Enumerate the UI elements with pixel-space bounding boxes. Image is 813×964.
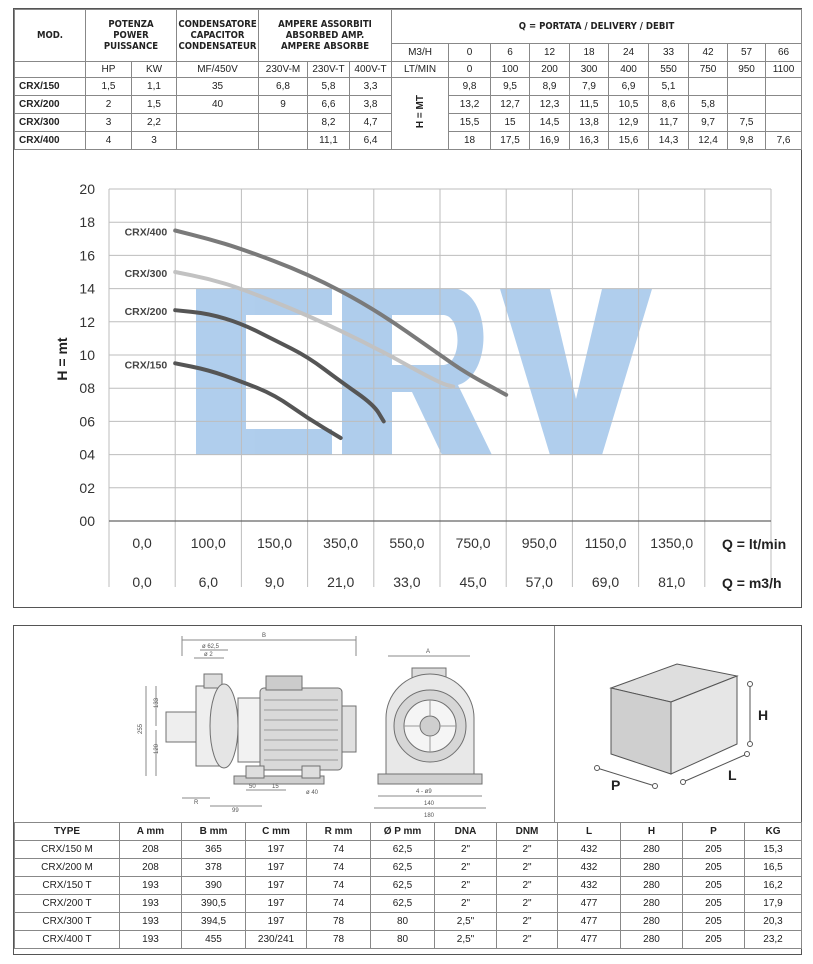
dims-cell: 15,3: [745, 841, 802, 859]
dims-cell: 477: [558, 913, 621, 931]
dim-p62-label: ø 62,5: [202, 644, 220, 650]
flow-ltmin-cell: 550: [649, 62, 689, 78]
dims-header-cell: R mm: [307, 823, 371, 841]
head-value-cell: [766, 114, 802, 132]
a230t-cell: 8,2: [308, 114, 350, 132]
x-ltmin-tick-label: 100,0: [190, 535, 226, 551]
mf-cell: 35: [177, 78, 259, 96]
x-m3h-tick-label: 69,0: [591, 574, 620, 590]
pump-technical-drawing: [14, 626, 554, 822]
head-value-cell: 7,9: [570, 78, 609, 96]
dim-c2-label: ø 2: [204, 652, 213, 658]
a230t-cell: 6,6: [308, 96, 350, 114]
head-value-cell: 10,5: [609, 96, 649, 114]
dims-cell: 80: [371, 931, 435, 949]
flow-m3h-cell: 57: [728, 44, 766, 62]
dims-cell: 2": [435, 877, 497, 895]
dims-cell: 205: [683, 931, 745, 949]
a400t-unit: 400V-T: [350, 62, 392, 78]
dims-cell: 477: [558, 895, 621, 913]
dims-row: [15, 841, 802, 859]
a400t-cell: 6,4: [350, 132, 392, 150]
kw-unit: KW: [132, 62, 177, 78]
head-value-cell: 17,5: [491, 132, 530, 150]
x-m3h-tick-label: 57,0: [525, 574, 553, 590]
dims-cell: 78: [307, 931, 371, 949]
ampere-header: AMPERE ASSORBITI ABSORBED AMP. AMPERE ABSORBE: [259, 10, 392, 62]
dims-cell: 62,5: [371, 859, 435, 877]
dims-cell: 390: [182, 877, 246, 895]
head-value-cell: 5,8: [689, 96, 728, 114]
x-ltmin-tick-label: 750,0: [455, 535, 491, 551]
performance-chart: [14, 167, 801, 607]
head-value-cell: 15,6: [609, 132, 649, 150]
model-cell: CRX/400: [15, 132, 86, 150]
head-value-cell: 14,5: [530, 114, 570, 132]
kw-cell: 1,5: [132, 96, 177, 114]
dims-cell: 197: [246, 859, 307, 877]
y-tick-label: 12: [79, 313, 95, 330]
head-value-cell: 9,8: [449, 78, 491, 96]
dims-header-cell: Ø P mm: [371, 823, 435, 841]
dim-r-label: R: [194, 800, 199, 806]
flow-ltmin-cell: 400: [609, 62, 649, 78]
dims-cell: 280: [621, 841, 683, 859]
dims-cell: 2,5": [435, 913, 497, 931]
head-value-cell: 18: [449, 132, 491, 150]
y-tick-label: 14: [79, 280, 95, 297]
dims-cell: 280: [621, 877, 683, 895]
dims-header-cell: H: [621, 823, 683, 841]
head-value-cell: 11,7: [649, 114, 689, 132]
kw-cell: 2,2: [132, 114, 177, 132]
flow-ltmin-cell: 300: [570, 62, 609, 78]
dims-cell: CRX/200 M: [15, 859, 120, 877]
dims-cell: CRX/150 M: [15, 841, 120, 859]
hp-unit: HP: [86, 62, 132, 78]
box-l-label: L: [728, 767, 737, 783]
performance-row: [15, 78, 802, 96]
flow-m3h-cell: 6: [491, 44, 530, 62]
flow-ltmin-cell: 100: [491, 62, 530, 78]
ltmin-unit: LT/MIN: [392, 62, 449, 78]
a230m-cell: 9: [259, 96, 308, 114]
head-value-cell: 15: [491, 114, 530, 132]
model-cell: CRX/300: [15, 114, 86, 132]
dims-cell: 62,5: [371, 877, 435, 895]
y-tick-label: 00: [79, 513, 95, 529]
x-ltmin-tick-label: 950,0: [521, 535, 557, 551]
package-box-diagram: [555, 626, 803, 822]
dims-cell: 455: [182, 931, 246, 949]
performance-table: [14, 9, 802, 150]
flow-m3h-cell: 0: [449, 44, 491, 62]
model-cell: CRX/150: [15, 78, 86, 96]
head-value-cell: 11,5: [570, 96, 609, 114]
mf-unit: MF/450V: [177, 62, 259, 78]
dim-a-label: A: [426, 649, 431, 655]
head-value-cell: 12,4: [689, 132, 728, 150]
head-value-cell: [728, 96, 766, 114]
dims-header-cell: P: [683, 823, 745, 841]
dims-header-cell: DNM: [497, 823, 558, 841]
dims-header-cell: B mm: [182, 823, 246, 841]
dims-header-cell: L: [558, 823, 621, 841]
curve-label: CRX/300: [124, 268, 168, 280]
dims-header-cell: TYPE: [15, 823, 120, 841]
flow-m3h-cell: 12: [530, 44, 570, 62]
dims-cell: 2": [435, 895, 497, 913]
hp-cell: 2: [86, 96, 132, 114]
m3h-unit: M3/H: [392, 44, 449, 62]
y-tick-label: 04: [79, 446, 95, 463]
a400t-cell: 3,8: [350, 96, 392, 114]
flow-m3h-cell: 24: [609, 44, 649, 62]
dims-cell: 2": [435, 859, 497, 877]
dims-cell: 230/241: [246, 931, 307, 949]
head-value-cell: 16,3: [570, 132, 609, 150]
dims-row: [15, 859, 802, 877]
dims-cell: 280: [621, 913, 683, 931]
head-value-cell: 9,8: [728, 132, 766, 150]
dims-cell: 74: [307, 859, 371, 877]
dims-cell: 205: [683, 895, 745, 913]
dims-cell: 205: [683, 859, 745, 877]
dims-cell: 208: [120, 859, 182, 877]
flow-ltmin-cell: 950: [728, 62, 766, 78]
head-value-cell: 15,5: [449, 114, 491, 132]
head-label-cell: [392, 78, 449, 150]
head-value-cell: [728, 78, 766, 96]
dims-cell: 2": [497, 895, 558, 913]
flow-ltmin-cell: 200: [530, 62, 570, 78]
dims-cell: 20,3: [745, 913, 802, 931]
mod-unit-blank: [15, 62, 86, 78]
flow-m3h-cell: 66: [766, 44, 802, 62]
dims-cell: 17,9: [745, 895, 802, 913]
head-value-cell: 12,3: [530, 96, 570, 114]
dim-180-label: 180: [424, 813, 435, 819]
pump-front-view: [374, 656, 486, 808]
dims-cell: CRX/150 T: [15, 877, 120, 895]
curve-label: CRX/150: [124, 359, 168, 372]
y-tick-label: 02: [79, 479, 95, 496]
head-label: H = MT: [414, 95, 426, 129]
head-value-cell: 9,7: [689, 114, 728, 132]
dims-row: [15, 895, 802, 913]
x-m3h-tick-label: 6,0: [198, 574, 219, 590]
dims-header-cell: DNA: [435, 823, 497, 841]
kw-cell: 1,1: [132, 78, 177, 96]
dims-cell: 208: [120, 841, 182, 859]
dims-cell: 197: [246, 877, 307, 895]
package-box-panel: [554, 626, 803, 822]
dims-cell: 2,5": [435, 931, 497, 949]
dims-cell: 390,5: [182, 895, 246, 913]
box-h-label: H: [758, 707, 769, 723]
dims-cell: 74: [307, 895, 371, 913]
dim-133-label: 133: [154, 697, 160, 708]
power-header: POTENZA POWER PUISSANCE: [86, 10, 177, 62]
head-value-cell: 13,2: [449, 96, 491, 114]
dims-cell: CRX/300 T: [15, 913, 120, 931]
dims-cell: 197: [246, 841, 307, 859]
dims-row: [15, 931, 802, 949]
dims-cell: 62,5: [371, 895, 435, 913]
dims-cell: 74: [307, 877, 371, 895]
dims-row: [15, 913, 802, 931]
dims-cell: 2": [497, 877, 558, 895]
dims-cell: 16,2: [745, 877, 802, 895]
dim-holes-label: 4 - ø9: [416, 789, 432, 795]
flow-m3h-cell: 33: [649, 44, 689, 62]
dims-cell: 193: [120, 895, 182, 913]
y-tick-label: 06: [79, 413, 95, 430]
dims-cell: 432: [558, 877, 621, 895]
dims-cell: 23,2: [745, 931, 802, 949]
dimensions-header-row: [15, 823, 802, 841]
dims-cell: 365: [182, 841, 246, 859]
x-m3h-tick-label: 45,0: [459, 574, 487, 590]
dims-header-cell: KG: [745, 823, 802, 841]
dim-b-label: B: [262, 633, 267, 639]
mf-cell: [177, 132, 259, 150]
dims-cell: 378: [182, 859, 246, 877]
mod-header: MOD.: [15, 10, 86, 62]
dims-cell: CRX/400 T: [15, 931, 120, 949]
dims-cell: 193: [120, 913, 182, 931]
y-tick-label: 10: [79, 347, 95, 363]
dims-cell: 205: [683, 841, 745, 859]
y-tick-label: 16: [79, 247, 95, 264]
pump-side-view: [166, 674, 356, 784]
dim-15-label: 15: [272, 784, 279, 790]
x-ltmin-tick-label: 350,0: [323, 535, 359, 551]
dimensions-table: [14, 822, 802, 949]
dim-140-label: 140: [424, 801, 435, 807]
x-ltmin-tick-label: 0,0: [132, 535, 152, 551]
a230m-cell: 6,8: [259, 78, 308, 96]
y-tick-label: 20: [79, 181, 95, 197]
kw-cell: 3: [132, 132, 177, 150]
dims-cell: 280: [621, 895, 683, 913]
dims-cell: 432: [558, 841, 621, 859]
hp-cell: 4: [86, 132, 132, 150]
curve-label: CRX/200: [124, 306, 168, 319]
model-cell: CRX/200: [15, 96, 86, 114]
dims-cell: 197: [246, 913, 307, 931]
a230t-unit: 230V-T: [308, 62, 350, 78]
head-value-cell: 12,7: [491, 96, 530, 114]
a230t-cell: 11,1: [308, 132, 350, 150]
x-m3h-tick-label: 33,0: [393, 574, 421, 590]
dim-p40-label: ø 40: [306, 790, 319, 796]
dims-cell: 205: [683, 877, 745, 895]
dims-cell: 62,5: [371, 841, 435, 859]
head-value-cell: 16,9: [530, 132, 570, 150]
dims-cell: 477: [558, 931, 621, 949]
dims-row: [15, 877, 802, 895]
curve-label: CRX/400: [124, 226, 168, 239]
dim-50-label: 50: [249, 784, 256, 790]
dims-cell: 2": [497, 859, 558, 877]
y-axis-label: H = mt: [54, 337, 70, 381]
dims-cell: 193: [120, 877, 182, 895]
x-m3h-axis-label: Q = m3/h: [722, 575, 782, 591]
dims-cell: 432: [558, 859, 621, 877]
head-value-cell: [689, 78, 728, 96]
y-tick-label: 18: [79, 214, 95, 231]
flow-ltmin-cell: 0: [449, 62, 491, 78]
a400t-cell: 3,3: [350, 78, 392, 96]
hp-cell: 3: [86, 114, 132, 132]
dims-cell: 16,5: [745, 859, 802, 877]
a230t-cell: 5,8: [308, 78, 350, 96]
dim-255-label: 255: [138, 723, 144, 734]
dim-120-label: 120: [154, 743, 160, 754]
x-m3h-tick-label: 21,0: [327, 574, 355, 590]
dim-99-label: 99: [232, 808, 239, 814]
head-value-cell: 6,9: [609, 78, 649, 96]
y-tick-label: 08: [79, 380, 95, 397]
dims-cell: 280: [621, 931, 683, 949]
flow-header: Q = PORTATA / DELIVERY / DEBIT: [392, 10, 802, 44]
dimensions-panel: [13, 625, 802, 955]
flow-m3h-cell: 18: [570, 44, 609, 62]
head-value-cell: [766, 78, 802, 96]
head-value-cell: 8,9: [530, 78, 570, 96]
head-value-cell: 5,1: [649, 78, 689, 96]
dims-cell: 280: [621, 859, 683, 877]
units-row: [15, 62, 802, 78]
a400t-cell: 4,7: [350, 114, 392, 132]
capacitor-header: CONDENSATORE CAPACITOR CONDENSATEUR: [177, 10, 259, 62]
dims-cell: 394,5: [182, 913, 246, 931]
x-ltmin-axis-label: Q = lt/min: [722, 536, 787, 552]
head-value-cell: [766, 96, 802, 114]
dims-cell: 2": [497, 913, 558, 931]
head-value-cell: 7,6: [766, 132, 802, 150]
head-value-cell: 13,8: [570, 114, 609, 132]
head-value-cell: 7,5: [728, 114, 766, 132]
flow-m3h-cell: 42: [689, 44, 728, 62]
flow-ltmin-cell: 1100: [766, 62, 802, 78]
mf-cell: [177, 114, 259, 132]
box-p-label: P: [611, 777, 621, 793]
dims-header-cell: C mm: [246, 823, 307, 841]
performance-panel: [13, 8, 802, 608]
x-ltmin-tick-label: 550,0: [389, 535, 425, 551]
dims-cell: 2": [497, 931, 558, 949]
head-value-cell: 12,9: [609, 114, 649, 132]
dims-cell: 197: [246, 895, 307, 913]
head-value-cell: 8,6: [649, 96, 689, 114]
x-m3h-tick-label: 0,0: [132, 574, 152, 590]
x-m3h-tick-label: 9,0: [264, 574, 285, 590]
a230m-cell: [259, 132, 308, 150]
flow-ltmin-cell: 750: [689, 62, 728, 78]
dims-cell: 78: [307, 913, 371, 931]
x-ltmin-tick-label: 150,0: [256, 535, 293, 551]
mf-cell: 40: [177, 96, 259, 114]
dims-cell: 80: [371, 913, 435, 931]
a230m-unit: 230V-M: [259, 62, 308, 78]
dims-cell: CRX/200 T: [15, 895, 120, 913]
dims-cell: 193: [120, 931, 182, 949]
head-value-cell: 9,5: [491, 78, 530, 96]
dims-cell: 2": [497, 841, 558, 859]
dims-cell: 2": [435, 841, 497, 859]
hp-cell: 1,5: [86, 78, 132, 96]
x-m3h-tick-label: 81,0: [658, 574, 686, 590]
x-ltmin-tick-label: 1150,0: [584, 535, 627, 551]
dims-header-cell: A mm: [120, 823, 182, 841]
x-ltmin-tick-label: 1350,0: [650, 535, 694, 551]
dims-cell: 205: [683, 913, 745, 931]
dims-cell: 74: [307, 841, 371, 859]
head-value-cell: 14,3: [649, 132, 689, 150]
a230m-cell: [259, 114, 308, 132]
